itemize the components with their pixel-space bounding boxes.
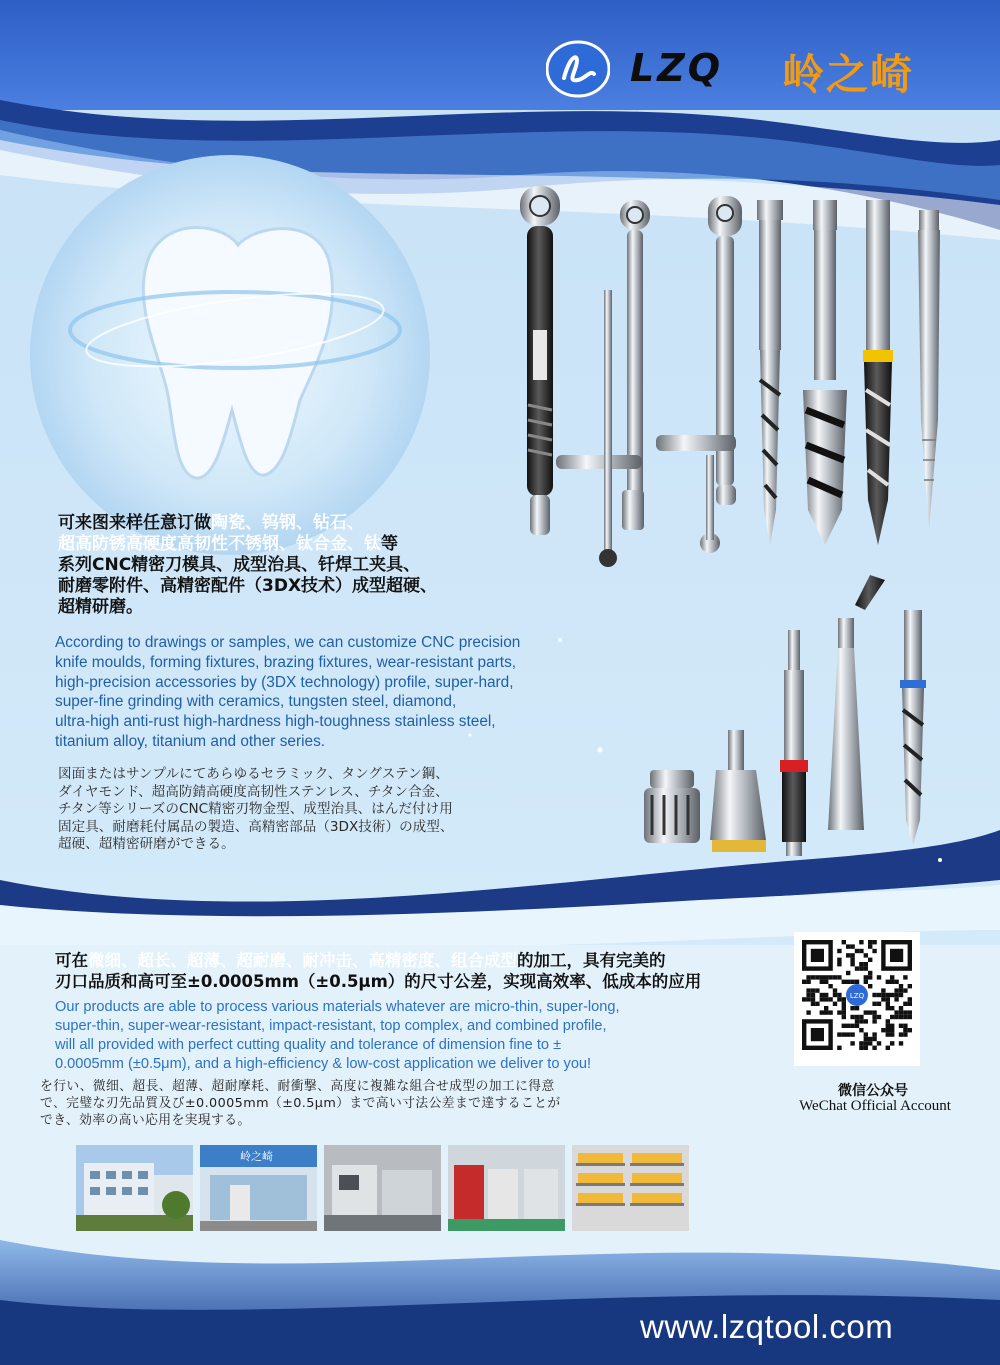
qr-module bbox=[850, 1041, 854, 1045]
intro-english bbox=[55, 633, 625, 752]
qr-module bbox=[894, 988, 898, 992]
qr-module bbox=[881, 997, 885, 1001]
intro-chinese bbox=[58, 513, 528, 618]
qr-module bbox=[850, 1006, 854, 1010]
qr-module bbox=[908, 1002, 912, 1006]
qr-module bbox=[833, 1002, 837, 1006]
qr-module bbox=[908, 997, 912, 1001]
intro-jp-line: 超硬、超精密研磨ができる。 bbox=[58, 836, 235, 853]
qr-module bbox=[855, 980, 859, 984]
qr-label-english: WeChat Official Account bbox=[799, 1098, 951, 1114]
qr-module bbox=[908, 984, 912, 988]
process-jp-line: を行い、微细、超長、超薄、超耐摩耗、耐衝撃、高度に複雑な組合せ成型の加工に得意 bbox=[40, 1079, 555, 1094]
qr-module bbox=[886, 1019, 890, 1023]
implant-mount-2-image bbox=[710, 730, 766, 852]
process-cn-tail: 的加工，具有完美的 bbox=[517, 951, 666, 970]
qr-module bbox=[828, 997, 832, 1001]
process-en-line: 0.0005mm (±0.5μm), and a high-efficiency & low-cost application we deliver to you! bbox=[55, 1056, 592, 1072]
qr-module bbox=[842, 1015, 846, 1019]
qr-module bbox=[908, 1028, 912, 1032]
qr-module bbox=[833, 993, 837, 997]
qr-module bbox=[890, 980, 894, 984]
storefront-sign: 岭之崎 bbox=[240, 1150, 273, 1163]
qr-module bbox=[890, 993, 894, 997]
qr-module bbox=[850, 944, 854, 948]
intro-cn-prefix: 可来图来样任意订做 bbox=[58, 513, 211, 533]
qr-module bbox=[811, 988, 815, 992]
intro-en-line: According to drawings or samples, we can customize CNC precision bbox=[55, 634, 521, 651]
qr-module bbox=[886, 1032, 890, 1036]
qr-module bbox=[868, 1010, 872, 1014]
cnc-machine-photo bbox=[324, 1145, 441, 1231]
qr-module bbox=[846, 971, 850, 975]
qr-module bbox=[872, 949, 876, 953]
intro-en-line: ultra-high anti-rust high-hardness high-toughness stainless steel, bbox=[55, 713, 496, 731]
qr-module bbox=[872, 993, 876, 997]
qr-module bbox=[811, 997, 815, 1001]
qr-module bbox=[868, 940, 872, 944]
qr-module bbox=[903, 1024, 907, 1028]
process-chinese bbox=[55, 950, 785, 992]
qr-module bbox=[903, 1032, 907, 1036]
qr-module bbox=[864, 975, 868, 979]
qr-module bbox=[872, 1032, 876, 1036]
qr-module bbox=[864, 1041, 868, 1045]
qr-module bbox=[815, 1002, 819, 1006]
intro-cn-highlight-materials: 陶瓷、钨钢、钻石、 bbox=[211, 513, 364, 533]
qr-module bbox=[877, 1002, 881, 1006]
qr-module bbox=[806, 993, 810, 997]
qr-module bbox=[850, 1024, 854, 1028]
storefront-photo bbox=[200, 1145, 317, 1231]
qr-module bbox=[859, 1028, 863, 1032]
qr-module bbox=[886, 980, 890, 984]
qr-module bbox=[859, 1041, 863, 1045]
torque-wrench-image bbox=[520, 186, 560, 535]
intro-cn-line3: 系列CNC精密刀模具、成型治具、钎焊工夹具、 bbox=[58, 555, 421, 575]
qr-module bbox=[859, 1046, 863, 1050]
qr-module bbox=[877, 1015, 881, 1019]
qr-module bbox=[886, 1028, 890, 1032]
qr-module bbox=[886, 1024, 890, 1028]
qr-module bbox=[868, 1037, 872, 1041]
qr-module bbox=[886, 997, 890, 1001]
qr-module bbox=[833, 988, 837, 992]
drill-bit-1-image bbox=[757, 200, 783, 545]
qr-module bbox=[859, 940, 863, 944]
qr-finder-pattern bbox=[811, 949, 824, 962]
qr-module bbox=[890, 1041, 894, 1045]
qr-module bbox=[899, 1032, 903, 1036]
qr-module bbox=[864, 1010, 868, 1014]
qr-label-chinese: 微信公众号 bbox=[838, 1083, 908, 1099]
qr-module bbox=[877, 1041, 881, 1045]
qr-module bbox=[903, 1010, 907, 1014]
implant-mount-1-image bbox=[644, 770, 700, 843]
qr-finder-pattern bbox=[890, 949, 903, 962]
process-cn-highlight: 微细、超长、超薄、超耐磨、耐冲击、高精密度、组合成型 bbox=[88, 951, 517, 970]
qr-module bbox=[806, 988, 810, 992]
warehouse-shelves-photo bbox=[572, 1145, 689, 1231]
qr-module bbox=[842, 997, 846, 1001]
qr-module bbox=[855, 1006, 859, 1010]
qr-module bbox=[850, 953, 854, 957]
qr-module bbox=[850, 1032, 854, 1036]
qr-module bbox=[837, 962, 841, 966]
qr-module bbox=[828, 975, 832, 979]
qr-module bbox=[824, 980, 828, 984]
qr-module bbox=[890, 975, 894, 979]
qr-module bbox=[894, 993, 898, 997]
qr-module bbox=[842, 1024, 846, 1028]
intro-en-line: titanium alloy, titanium and other series. bbox=[55, 732, 326, 750]
qr-module bbox=[890, 1028, 894, 1032]
qr-module bbox=[850, 962, 854, 966]
qr-module bbox=[886, 1002, 890, 1006]
workshop-photo bbox=[448, 1145, 565, 1231]
t-handle-wrench-image bbox=[556, 200, 650, 567]
qr-module bbox=[899, 993, 903, 997]
qr-module bbox=[890, 1032, 894, 1036]
qr-module bbox=[820, 993, 824, 997]
process-en-line: will all provided with perfect cutting quality and tolerance of dimension fine to ± bbox=[55, 1037, 562, 1053]
qr-module bbox=[802, 980, 806, 984]
intro-cn-line4: 耐磨零附件、高精密配件（3DX技术）成型超硬、 bbox=[58, 576, 438, 596]
drill-bit-3-image bbox=[863, 200, 893, 545]
qr-module bbox=[872, 1015, 876, 1019]
intro-en-line: super-fine grinding with ceramics, tungsten steel, diamond, bbox=[55, 693, 457, 711]
qr-module bbox=[886, 993, 890, 997]
qr-module bbox=[868, 984, 872, 988]
qr-module bbox=[859, 1015, 863, 1019]
process-japanese bbox=[40, 1078, 740, 1129]
qr-module bbox=[837, 975, 841, 979]
intro-jp-line: 図面またはサンプルにてあらゆるセラミック、タングステン鋼、 bbox=[58, 766, 449, 782]
qr-module bbox=[846, 1032, 850, 1036]
qr-module bbox=[881, 988, 885, 992]
qr-code-image bbox=[794, 932, 920, 1066]
qr-module bbox=[903, 975, 907, 979]
qr-module bbox=[824, 1006, 828, 1010]
qr-module bbox=[820, 1010, 824, 1014]
qr-module bbox=[837, 1010, 841, 1014]
factory-photo-strip bbox=[76, 1145, 688, 1231]
qr-module bbox=[846, 980, 850, 984]
qr-module bbox=[868, 944, 872, 948]
qr-module bbox=[850, 980, 854, 984]
intro-en-line: high-precision accessories by (3DX technology) profile, super-hard, bbox=[55, 673, 514, 691]
qr-module bbox=[872, 1037, 876, 1041]
intro-cn-line2-tail: 等 bbox=[381, 534, 398, 554]
qr-module bbox=[899, 1041, 903, 1045]
qr-module bbox=[894, 980, 898, 984]
process-jp-line: でき、効率の高い応用を実現する。 bbox=[40, 1113, 251, 1128]
qr-module bbox=[824, 997, 828, 1001]
qr-module bbox=[886, 1006, 890, 1010]
qr-module bbox=[908, 1015, 912, 1019]
qr-module bbox=[890, 1015, 894, 1019]
qr-module bbox=[872, 1046, 876, 1050]
spiral-drill-image bbox=[900, 610, 926, 845]
qr-module bbox=[872, 940, 876, 944]
qr-module bbox=[815, 975, 819, 979]
qr-module bbox=[842, 1006, 846, 1010]
qr-module bbox=[864, 966, 868, 970]
qr-module bbox=[903, 1002, 907, 1006]
qr-module bbox=[850, 1015, 854, 1019]
qr-module bbox=[820, 980, 824, 984]
process-cn-line2: 刃口品质和高可至±0.0005mm（±0.5μm）的尺寸公差，实现高效率、低成本的应用 bbox=[55, 972, 702, 991]
qr-module bbox=[828, 1010, 832, 1014]
qr-module bbox=[877, 993, 881, 997]
qr-module bbox=[837, 1032, 841, 1036]
qr-module bbox=[894, 1010, 898, 1014]
qr-module bbox=[890, 1006, 894, 1010]
process-jp-line: で、完璧な刃先品質及び±0.0005mm（±0.5μm）まで高い寸法公差まで達することが bbox=[40, 1096, 561, 1111]
qr-module bbox=[868, 971, 872, 975]
intro-jp-line: ダイヤモンド、超高防錆高硬度高韧性ステンレス、チタン合金、 bbox=[58, 783, 449, 800]
qr-module bbox=[855, 1019, 859, 1023]
qr-module bbox=[894, 997, 898, 1001]
qr-module bbox=[846, 1024, 850, 1028]
qr-module bbox=[903, 1015, 907, 1019]
torque-ratchet-image bbox=[656, 196, 742, 553]
qr-module bbox=[864, 962, 868, 966]
intro-cn-line5: 超精研磨。 bbox=[58, 597, 143, 617]
qr-module bbox=[899, 1010, 903, 1014]
qr-module bbox=[850, 958, 854, 962]
qr-module bbox=[872, 1010, 876, 1014]
drill-bit-4-image bbox=[918, 210, 940, 530]
qr-module bbox=[855, 1015, 859, 1019]
brand-name-latin: LZQ bbox=[630, 46, 724, 90]
qr-module bbox=[811, 1002, 815, 1006]
qr-module bbox=[894, 1015, 898, 1019]
qr-module bbox=[806, 975, 810, 979]
qr-module bbox=[859, 962, 863, 966]
intro-japanese bbox=[58, 766, 598, 854]
qr-module bbox=[811, 993, 815, 997]
qr-module bbox=[806, 997, 810, 1001]
qr-module bbox=[837, 993, 841, 997]
qr-module bbox=[855, 966, 859, 970]
qr-module bbox=[837, 997, 841, 1001]
qr-module bbox=[868, 1041, 872, 1045]
qr-module bbox=[859, 949, 863, 953]
qr-module bbox=[864, 1046, 868, 1050]
qr-module bbox=[837, 958, 841, 962]
process-en-line: super-thin, super-wear-resistant, impact-resistant, top complex, and combined profile, bbox=[55, 1018, 607, 1034]
qr-module bbox=[864, 1019, 868, 1023]
qr-module bbox=[903, 1028, 907, 1032]
wechat-qr-code[interactable] bbox=[794, 932, 920, 1066]
qr-module bbox=[872, 1002, 876, 1006]
drill-bit-2-image bbox=[803, 200, 847, 545]
qr-module bbox=[899, 984, 903, 988]
qr-module bbox=[886, 1046, 890, 1050]
qr-module bbox=[846, 953, 850, 957]
factory-building-photo bbox=[76, 1145, 193, 1231]
qr-module bbox=[842, 940, 846, 944]
process-cn-prefix: 可在 bbox=[55, 951, 88, 970]
qr-module bbox=[890, 1024, 894, 1028]
qr-module bbox=[899, 1006, 903, 1010]
qr-module bbox=[842, 980, 846, 984]
qr-module bbox=[828, 984, 832, 988]
qr-module bbox=[802, 997, 806, 1001]
qr-finder-pattern bbox=[811, 1028, 824, 1041]
qr-module bbox=[806, 980, 810, 984]
qr-module bbox=[806, 1010, 810, 1014]
qr-module bbox=[837, 1046, 841, 1050]
qr-module bbox=[837, 949, 841, 953]
qr-module bbox=[864, 1032, 868, 1036]
qr-module bbox=[864, 1037, 868, 1041]
brand-name-chinese: 岭之崎 bbox=[782, 50, 915, 99]
qr-module bbox=[824, 975, 828, 979]
qr-module bbox=[820, 975, 824, 979]
intro-jp-line: チタン等シリーズのCNC精密刃物金型、成型治具、はんだ付け用 bbox=[58, 801, 453, 818]
qr-module bbox=[872, 1019, 876, 1023]
implant-adapter-image bbox=[828, 618, 864, 830]
qr-module bbox=[864, 980, 868, 984]
qr-module bbox=[811, 975, 815, 979]
qr-module bbox=[899, 1015, 903, 1019]
qr-module bbox=[824, 1010, 828, 1014]
qr-module bbox=[881, 993, 885, 997]
qr-module bbox=[815, 988, 819, 992]
process-en-line: Our products are able to process various materials whatever are micro-thin, super-long, bbox=[55, 999, 620, 1015]
qr-module bbox=[908, 1010, 912, 1014]
qr-module bbox=[881, 1028, 885, 1032]
qr-module bbox=[877, 975, 881, 979]
qr-module bbox=[833, 975, 837, 979]
qr-module bbox=[842, 1010, 846, 1014]
qr-module bbox=[855, 1024, 859, 1028]
qr-module bbox=[899, 1024, 903, 1028]
qr-module bbox=[868, 975, 872, 979]
qr-module bbox=[899, 988, 903, 992]
intro-en-line: knife moulds, forming fixtures, brazing fixtures, wear-resistant parts, bbox=[55, 653, 517, 671]
qr-module bbox=[842, 1002, 846, 1006]
qr-module bbox=[864, 953, 868, 957]
qr-module bbox=[855, 949, 859, 953]
qr-module bbox=[868, 958, 872, 962]
qr-module bbox=[824, 993, 828, 997]
process-english bbox=[55, 998, 745, 1074]
qr-module bbox=[859, 1019, 863, 1023]
qr-center-logo-text: LZQ bbox=[849, 992, 865, 1000]
qr-module bbox=[846, 944, 850, 948]
intro-cn-highlight-alloys: 超高防锈高硬度高韧性不锈钢、钛合金、钛 bbox=[58, 534, 381, 554]
qr-module bbox=[820, 997, 824, 1001]
website-url[interactable]: www.lzqtool.com bbox=[640, 1308, 894, 1345]
qr-module bbox=[842, 1032, 846, 1036]
qr-module bbox=[903, 988, 907, 992]
qr-module bbox=[859, 966, 863, 970]
intro-jp-line: 固定具、耐磨耗付属品の製造、高精密部品（3DX技術）の成型、 bbox=[58, 818, 454, 835]
